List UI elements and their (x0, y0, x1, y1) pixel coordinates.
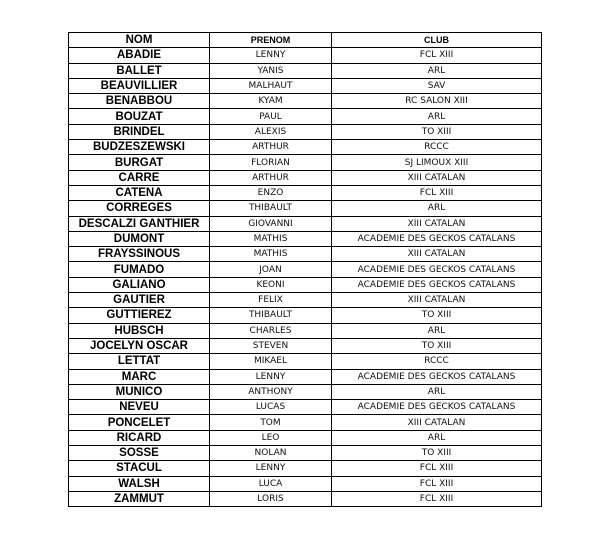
table-row (69, 94, 542, 109)
player-first-name: LORIS (210, 491, 332, 506)
player-club: FCL XIII (332, 476, 542, 491)
table-row (69, 170, 542, 185)
player-club: ARL (332, 430, 542, 445)
player-first-name: MATHIS (210, 247, 332, 262)
column-header-nom: NOM (69, 33, 210, 48)
player-first-name: ANTHONY (210, 384, 332, 399)
table-row (69, 384, 542, 399)
table-row (69, 63, 542, 78)
header-row (69, 33, 542, 48)
player-club: XIII CATALAN (332, 415, 542, 430)
player-club: FCL XIII (332, 491, 542, 506)
player-club: SAV (332, 78, 542, 93)
table-row (69, 277, 542, 292)
player-last-name: BURGAT (69, 155, 210, 170)
player-first-name: FELIX (210, 293, 332, 308)
player-first-name: PAUL (210, 109, 332, 124)
player-first-name: NOLAN (210, 446, 332, 461)
table-row (69, 231, 542, 246)
player-first-name: ALEXIS (210, 124, 332, 139)
player-club: RC SALON XIII (332, 94, 542, 109)
player-first-name: STEVEN (210, 338, 332, 353)
player-club: ACADEMIE DES GECKOS CATALANS (332, 231, 542, 246)
column-header-club: CLUB (332, 33, 542, 48)
player-club: FCL XIII (332, 48, 542, 63)
player-last-name: BALLET (69, 63, 210, 78)
column-header-prenom: PRENOM (210, 33, 332, 48)
player-club: XIII CATALAN (332, 170, 542, 185)
player-last-name: GUTTIEREZ (69, 308, 210, 323)
table-row (69, 338, 542, 353)
player-club: TO XIII (332, 124, 542, 139)
player-last-name: BUDZESZEWSKI (69, 140, 210, 155)
player-club: ARL (332, 109, 542, 124)
player-club: TO XIII (332, 308, 542, 323)
table-row (69, 140, 542, 155)
player-first-name: THIBAULT (210, 308, 332, 323)
player-club: ACADEMIE DES GECKOS CATALANS (332, 400, 542, 415)
table-row (69, 476, 542, 491)
player-first-name: LENNY (210, 461, 332, 476)
player-club: ARL (332, 63, 542, 78)
player-last-name: CARRE (69, 170, 210, 185)
table-row (69, 262, 542, 277)
table-row (69, 201, 542, 216)
player-first-name: KEONI (210, 277, 332, 292)
table-row (69, 308, 542, 323)
player-first-name: YANIS (210, 63, 332, 78)
player-last-name: CORREGES (69, 201, 210, 216)
player-club: XIII CATALAN (332, 216, 542, 231)
player-club: ACADEMIE DES GECKOS CATALANS (332, 277, 542, 292)
player-last-name: HUBSCH (69, 323, 210, 338)
player-first-name: LENNY (210, 48, 332, 63)
player-first-name: MATHIS (210, 231, 332, 246)
player-last-name: SOSSE (69, 446, 210, 461)
table-row (69, 461, 542, 476)
player-club: ARL (332, 384, 542, 399)
player-first-name: LUCAS (210, 400, 332, 415)
player-club: ACADEMIE DES GECKOS CATALANS (332, 369, 542, 384)
player-first-name: MIKAEL (210, 354, 332, 369)
player-last-name: CATENA (69, 185, 210, 200)
table-row (69, 400, 542, 415)
table-body (69, 48, 542, 507)
player-last-name: DUMONT (69, 231, 210, 246)
table-row (69, 430, 542, 445)
player-last-name: RICARD (69, 430, 210, 445)
player-club: RCCC (332, 140, 542, 155)
player-last-name: FRAYSSINOUS (69, 247, 210, 262)
player-last-name: MARC (69, 369, 210, 384)
player-last-name: BOUZAT (69, 109, 210, 124)
player-first-name: THIBAULT (210, 201, 332, 216)
table-row (69, 415, 542, 430)
player-first-name: GIOVANNI (210, 216, 332, 231)
player-last-name: GALIANO (69, 277, 210, 292)
player-last-name: MUNICO (69, 384, 210, 399)
table-row (69, 491, 542, 506)
table-row (69, 216, 542, 231)
player-last-name: BRINDEL (69, 124, 210, 139)
player-first-name: MALHAUT (210, 78, 332, 93)
player-last-name: BEAUVILLIER (69, 78, 210, 93)
table-row (69, 369, 542, 384)
player-last-name: NEVEU (69, 400, 210, 415)
player-last-name: LETTAT (69, 354, 210, 369)
player-last-name: ABADIE (69, 48, 210, 63)
player-last-name: PONCELET (69, 415, 210, 430)
player-last-name: FUMADO (69, 262, 210, 277)
player-club: FCL XIII (332, 461, 542, 476)
player-roster-table (68, 32, 542, 507)
player-last-name: JOCELYN OSCAR (69, 338, 210, 353)
table-row (69, 124, 542, 139)
player-first-name: TOM (210, 415, 332, 430)
table-row (69, 155, 542, 170)
player-last-name: GAUTIER (69, 293, 210, 308)
table-row (69, 109, 542, 124)
player-club: XIII CATALAN (332, 293, 542, 308)
player-club: XIII CATALAN (332, 247, 542, 262)
player-club: TO XIII (332, 446, 542, 461)
table-row (69, 78, 542, 93)
player-first-name: JOAN (210, 262, 332, 277)
table-row (69, 247, 542, 262)
player-last-name: ZAMMUT (69, 491, 210, 506)
table-row (69, 354, 542, 369)
player-first-name: CHARLES (210, 323, 332, 338)
player-club: RCCC (332, 354, 542, 369)
player-first-name: LEO (210, 430, 332, 445)
player-first-name: KYAM (210, 94, 332, 109)
player-first-name: ENZO (210, 185, 332, 200)
table-row (69, 48, 542, 63)
player-last-name: DESCALZI GANTHIER (69, 216, 210, 231)
table-header (69, 33, 542, 48)
player-first-name: ARTHUR (210, 170, 332, 185)
player-last-name: STACUL (69, 461, 210, 476)
table-row (69, 185, 542, 200)
player-last-name: BENABBOU (69, 94, 210, 109)
player-first-name: FLORIAN (210, 155, 332, 170)
player-club: TO XIII (332, 338, 542, 353)
player-last-name: WALSH (69, 476, 210, 491)
player-first-name: LUCA (210, 476, 332, 491)
player-club: FCL XIII (332, 185, 542, 200)
player-club: ARL (332, 323, 542, 338)
player-club: ARL (332, 201, 542, 216)
table-row (69, 446, 542, 461)
table-row (69, 293, 542, 308)
player-club: ACADEMIE DES GECKOS CATALANS (332, 262, 542, 277)
player-club: SJ LIMOUX XIII (332, 155, 542, 170)
player-first-name: LENNY (210, 369, 332, 384)
table-row (69, 323, 542, 338)
player-first-name: ARTHUR (210, 140, 332, 155)
